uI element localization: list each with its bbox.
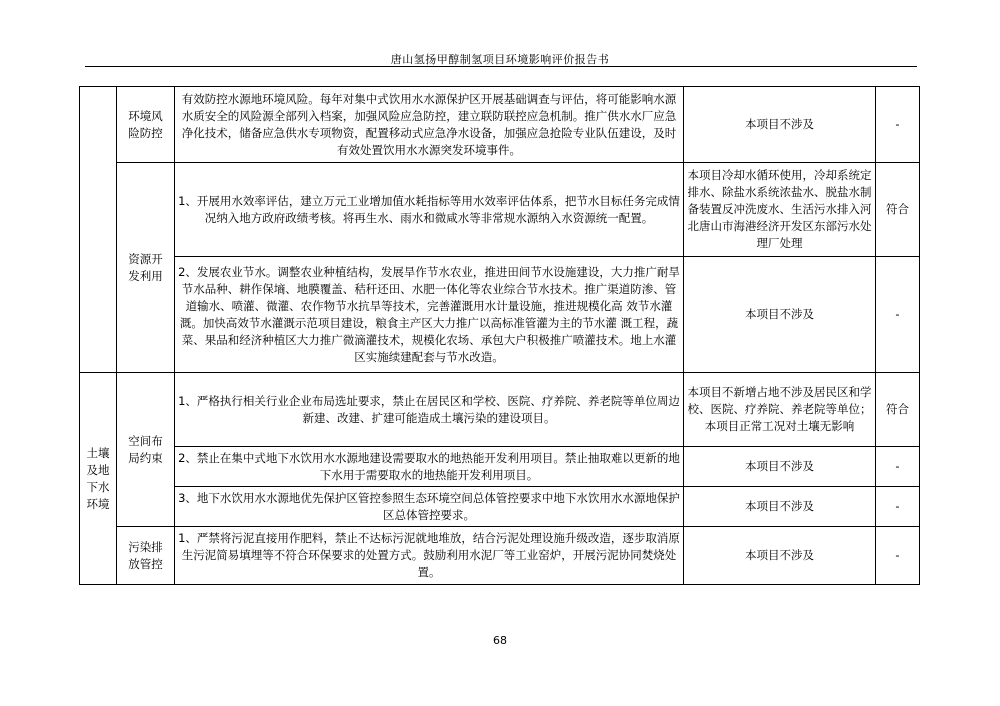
result-cell: 符合 [876, 373, 920, 447]
table-row [80, 447, 920, 487]
table-row [80, 257, 920, 373]
header-divider [85, 66, 917, 67]
table-row [80, 163, 920, 257]
category-cell-empty [80, 87, 117, 373]
table-row [80, 527, 920, 585]
analysis-cell: 本项目不新增占地不涉及居民区和学校、医院、疗养院、养老院等单位；本项目正常工况对土壤无影响 [684, 373, 876, 447]
page-number: 68 [493, 634, 507, 647]
subcategory-cell: 资源开 发利用 [117, 163, 175, 373]
result-cell: - [876, 527, 920, 585]
category-cell: 土壤 及地 下水 环境 [80, 373, 117, 585]
compliance-table [79, 86, 920, 585]
requirement-cell: 3、地下水饮用水水源地优先保护区管控参照生态环境空间总体管控要求中地下水饮用水水源地保护区总体管控要求。 [175, 487, 684, 527]
analysis-cell: 本项目不涉及 [684, 87, 876, 163]
subcategory-cell: 污染排 放管控 [117, 527, 175, 585]
requirement-cell: 有效防控水源地环境风险。每年对集中式饮用水水源保护区开展基础调查与评估，将可能影响水源水质安全的风险源全部列入档案，加强风险应急防控，建立联防联控应急机制。推广供水水厂应急净化技术，储备应急供水专项物资，配置移动式应急净水设备，加强应急抢险专业队伍建设，及时有效处置饮用水水源突发环境事件。 [175, 87, 684, 163]
table-row [80, 87, 920, 163]
subcategory-cell: 空间布 局约束 [117, 373, 175, 527]
requirement-cell: 1、开展用水效率评估，建立万元工业增加值水耗指标等用水效率评估体系，把节水目标任务完成情况纳入地方政府政绩考核。将再生水、雨水和微咸水等非常规水源纳入水资源统一配置。 [175, 163, 684, 257]
requirement-cell: 1、严禁将污泥直接用作肥料，禁止不达标污泥就地堆放，结合污泥处理设施升级改造，逐步取消原生污泥简易填埋等不符合环保要求的处置方式。鼓励利用水泥厂等工业窑炉，开展污泥协同焚烧处置。 [175, 527, 684, 585]
report-header-title: 唐山氢扬甲醇制氢项目环境影响评价报告书 [390, 53, 610, 66]
result-cell: - [876, 87, 920, 163]
result-cell: 符合 [876, 163, 920, 257]
table-row [80, 487, 920, 527]
requirement-cell: 2、禁止在集中式地下水饮用水水源地建设需要取水的地热能开发利用项目。禁止抽取难以更新的地下水用于需要取水的地热能开发利用项目。 [175, 447, 684, 487]
analysis-cell: 本项目不涉及 [684, 447, 876, 487]
requirement-cell: 2、发展农业节水。调整农业种植结构，发展旱作节水农业，推进田间节水设施建设，大力推广耐旱节水品种、耕作保墒、地膜覆盖、秸秆还田、水肥一体化等农业综合节水技术。推广渠道防渗、管道输水、喷灌、微灌、农作物节水抗旱等技术，完善灌溉用水计量设施，推进规模化高 效节水灌溉。加快高效节水灌溉示范项目建设，粮食主产区大力推广以高标准管灌为主的节水灌 溉工程，蔬菜、果品和经济种植区大力推广微滴灌技术，规模化农场、承包大户积极推广喷灌技术。地上水灌区实施续建配套与节水改造。 [175, 257, 684, 373]
requirement-cell: 1、严格执行相关行业企业布局选址要求，禁止在居民区和学校、医院、疗养院、养老院等单位周边新建、改建、扩建可能造成土壤污染的建设项目。 [175, 373, 684, 447]
result-cell: - [876, 487, 920, 527]
analysis-cell: 本项目不涉及 [684, 257, 876, 373]
subcategory-cell: 环境风 险防控 [117, 87, 175, 163]
analysis-cell: 本项目冷却水循环使用，冷却系统定排水、除盐水系统浓盐水、脱盐水制备装置反冲洗废水、生活污水排入河北唐山市海港经济开发区东部污水处理厂处理 [684, 163, 876, 257]
result-cell: - [876, 257, 920, 373]
analysis-cell: 本项目不涉及 [684, 527, 876, 585]
analysis-cell: 本项目不涉及 [684, 487, 876, 527]
result-cell: - [876, 447, 920, 487]
table-row [80, 373, 920, 447]
